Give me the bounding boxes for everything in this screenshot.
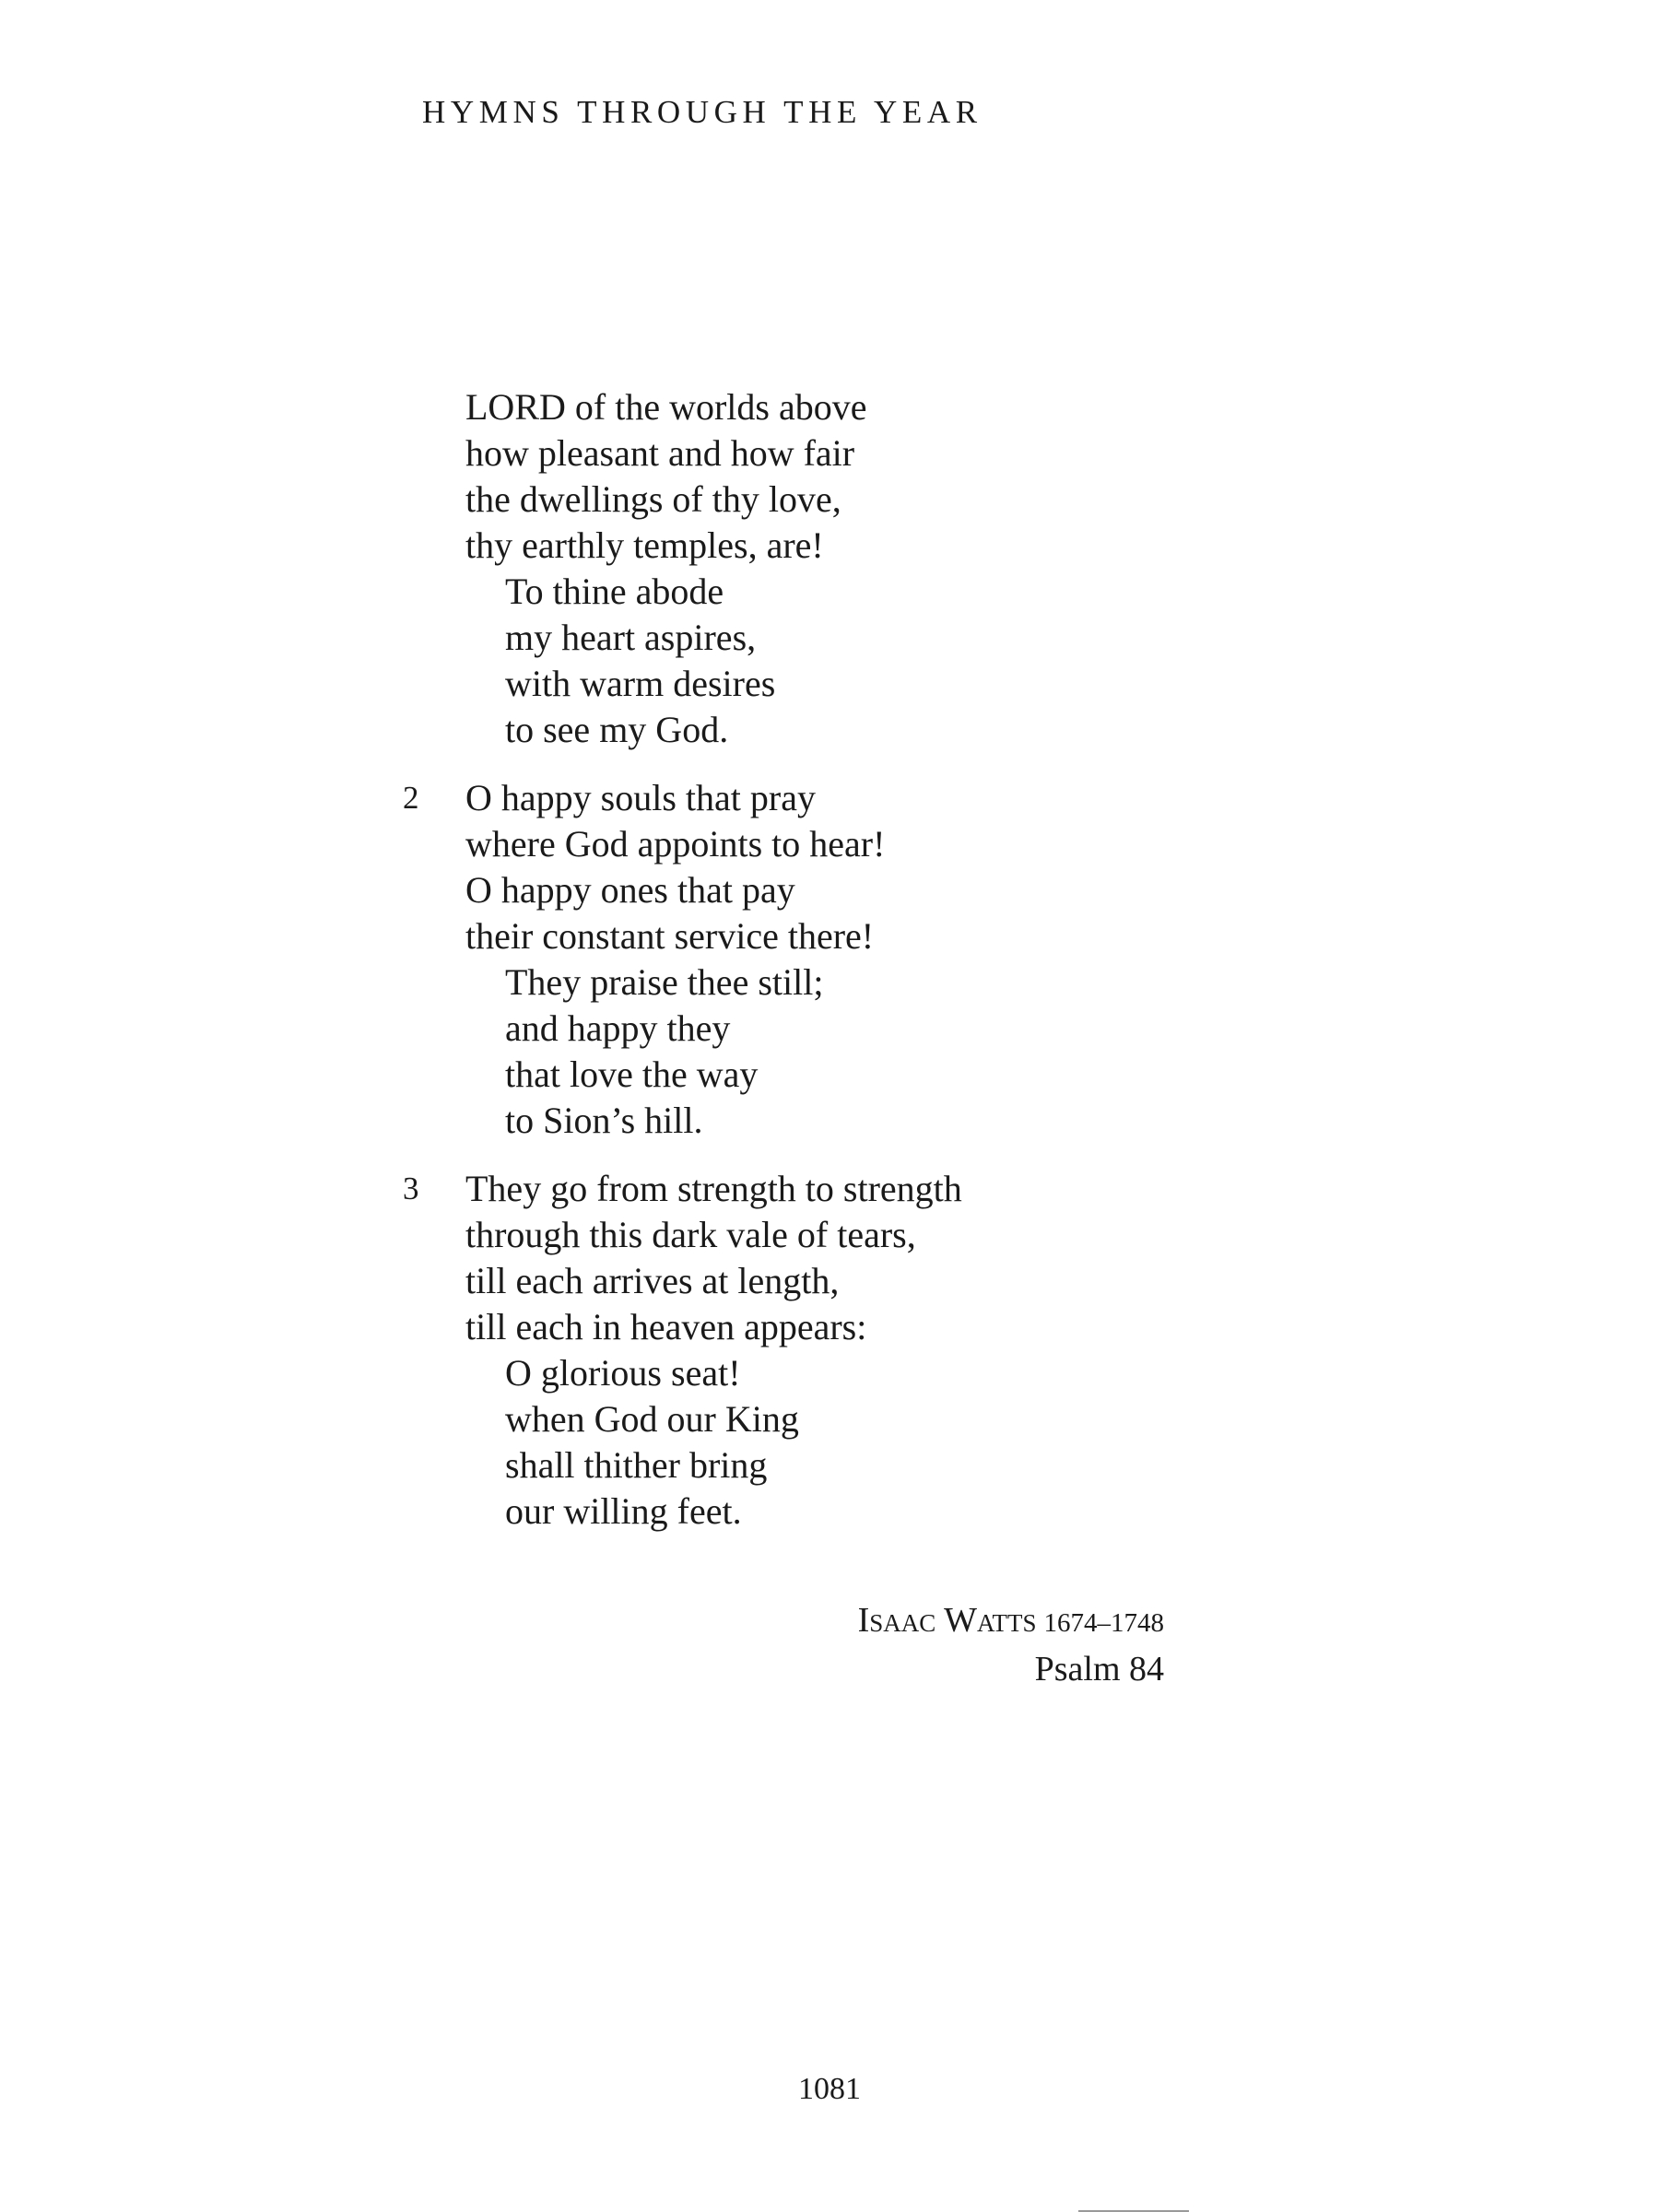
verse-1 (0, 384, 1659, 753)
verse-line: that love the way (505, 1053, 759, 1095)
verse-2 (0, 775, 1659, 1144)
author-line (858, 1597, 1164, 1646)
verse-line: They praise thee still; (505, 961, 824, 1003)
verse-line: when God our King (505, 1398, 799, 1440)
scripture-source: Psalm 84 (1034, 1650, 1164, 1688)
verse-number: 2 (403, 780, 419, 816)
verse-number: 3 (403, 1171, 419, 1206)
verse-line: LORD of the worlds above (465, 386, 867, 428)
attribution (858, 1597, 1164, 1692)
verse-line: the dwellings of thy love, (465, 478, 841, 520)
author-name: Isaac Watts (857, 1601, 1037, 1640)
verse-line: shall thither bring (505, 1444, 768, 1486)
verse-line: To thine abode (505, 571, 724, 612)
verse-line: till each arrives at length, (465, 1260, 840, 1301)
verse-3 (0, 1166, 1659, 1535)
verse-line: They go from strength to strength (465, 1168, 962, 1209)
hymn-text (0, 384, 1659, 1557)
verse-line: and happy they (505, 1007, 731, 1049)
verse-line: thy earthly temples, are! (465, 524, 824, 566)
verse-line: till each in heaven appears: (465, 1306, 867, 1347)
verse-line: our willing feet. (505, 1490, 742, 1532)
running-head: HYMNS THROUGH THE YEAR (422, 94, 982, 130)
verse-line: my heart aspires, (505, 617, 757, 658)
page-number: 1081 (798, 2072, 861, 2106)
verse-line: through this dark vale of tears, (465, 1214, 916, 1255)
verse-line: O glorious seat! (505, 1352, 741, 1394)
author-dates: 1674–1748 (1043, 1608, 1164, 1638)
verse-line: how pleasant and how fair (465, 432, 855, 474)
verse-line: with warm desires (505, 663, 776, 704)
verse-line: to Sion’s hill. (505, 1100, 703, 1141)
verse-line: where God appoints to hear! (465, 823, 886, 865)
verse-line: O happy souls that pray (465, 777, 816, 818)
verse-line: O happy ones that pay (465, 869, 795, 911)
verse-line: to see my God. (505, 709, 729, 750)
verse-line: their constant service there! (465, 915, 875, 957)
